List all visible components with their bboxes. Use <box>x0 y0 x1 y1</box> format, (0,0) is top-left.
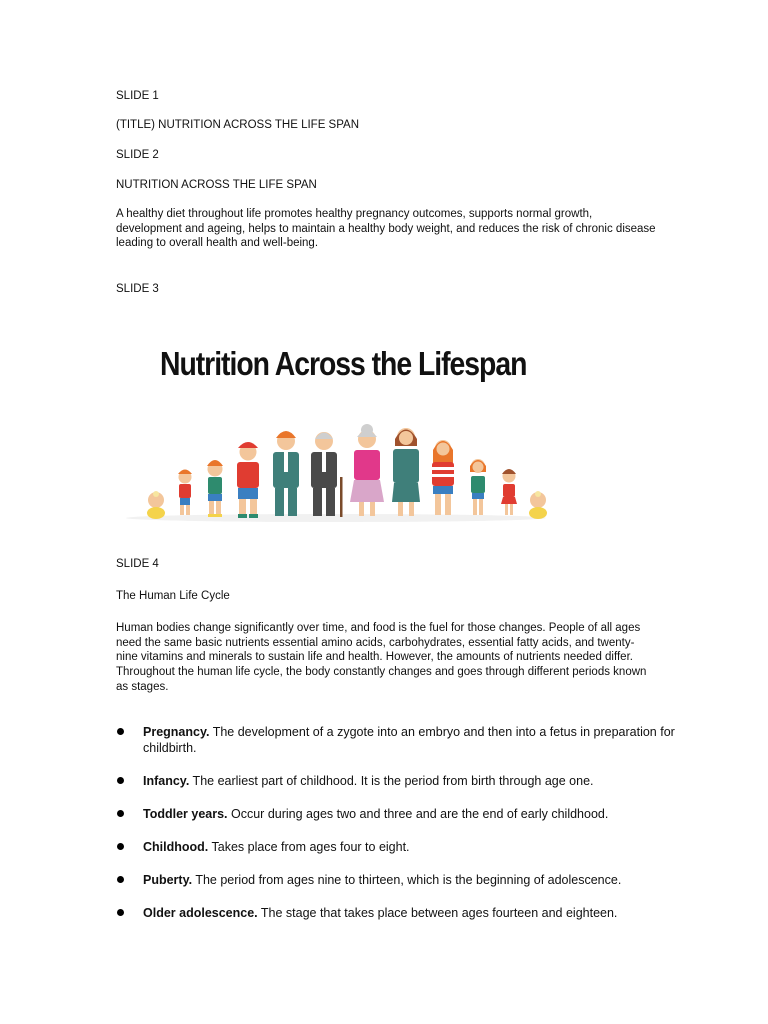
slide-2-heading: SLIDE 2 <box>116 149 159 161</box>
stage-description: The period from ages nine to thirteen, which is the beginning of adolescence. <box>192 873 622 887</box>
bullet-icon <box>117 728 124 735</box>
slide-1-heading: SLIDE 1 <box>116 90 159 102</box>
list-item <box>116 773 676 789</box>
slide-1-title: (TITLE) NUTRITION ACROSS THE LIFE SPAN <box>116 119 360 131</box>
stage-name: Toddler years. <box>143 807 228 821</box>
list-item <box>116 905 676 921</box>
slide-4-heading: SLIDE 4 <box>116 558 159 570</box>
stage-description: The stage that takes place between ages fourteen and eighteen. <box>257 906 618 920</box>
slide-4-paragraph: Human bodies change significantly over time, and food is the fuel for those changes. People of all ages need the same basic nutrients essential amino acids, carbohydrates, essential fatty acids, and twenty-nine vitamins and minerals to sustain life and health. However, the amounts of nutrients needed differ. Throughout the human life cycle, the body constantly changes and goes through different periods known as stages. <box>116 622 647 693</box>
stage-name: Pregnancy. <box>143 725 210 739</box>
list-item <box>116 806 676 822</box>
slide-2-title: NUTRITION ACROSS THE LIFE SPAN <box>116 179 317 191</box>
slide-3-heading: SLIDE 3 <box>116 283 159 295</box>
bullet-icon <box>117 909 124 916</box>
bullet-icon <box>117 843 124 850</box>
stage-name: Infancy. <box>143 774 190 788</box>
bullet-icon <box>117 810 124 817</box>
bullet-icon <box>117 777 124 784</box>
bullet-icon <box>117 876 124 883</box>
life-stages-list <box>116 724 676 921</box>
stage-name: Puberty. <box>143 873 193 887</box>
slide-2-paragraph: A healthy diet throughout life promotes healthy pregnancy outcomes, supports normal growth, development and ageing, helps to maintain a healthy body weight, and reduces the risk of chronic disease leading to overall health and well-being. <box>116 208 656 250</box>
stage-name: Older adolescence. <box>143 906 258 920</box>
illustration-title: Nutrition Across the Lifespan <box>160 345 527 382</box>
stage-description: Takes place from ages four to eight. <box>208 840 410 854</box>
slide-4-title: The Human Life Cycle <box>116 590 230 602</box>
stage-name: Childhood. <box>143 840 209 854</box>
stage-description: The earliest part of childhood. It is the period from birth through age one. <box>189 774 594 788</box>
list-item <box>116 724 676 756</box>
stage-description: Occur during ages two and three and are the end of early childhood. <box>227 807 609 821</box>
stage-description: The development of a zygote into an embryo and then into a fetus in preparation for childbirth. <box>143 725 675 755</box>
list-item <box>116 872 676 888</box>
list-item <box>116 839 676 855</box>
